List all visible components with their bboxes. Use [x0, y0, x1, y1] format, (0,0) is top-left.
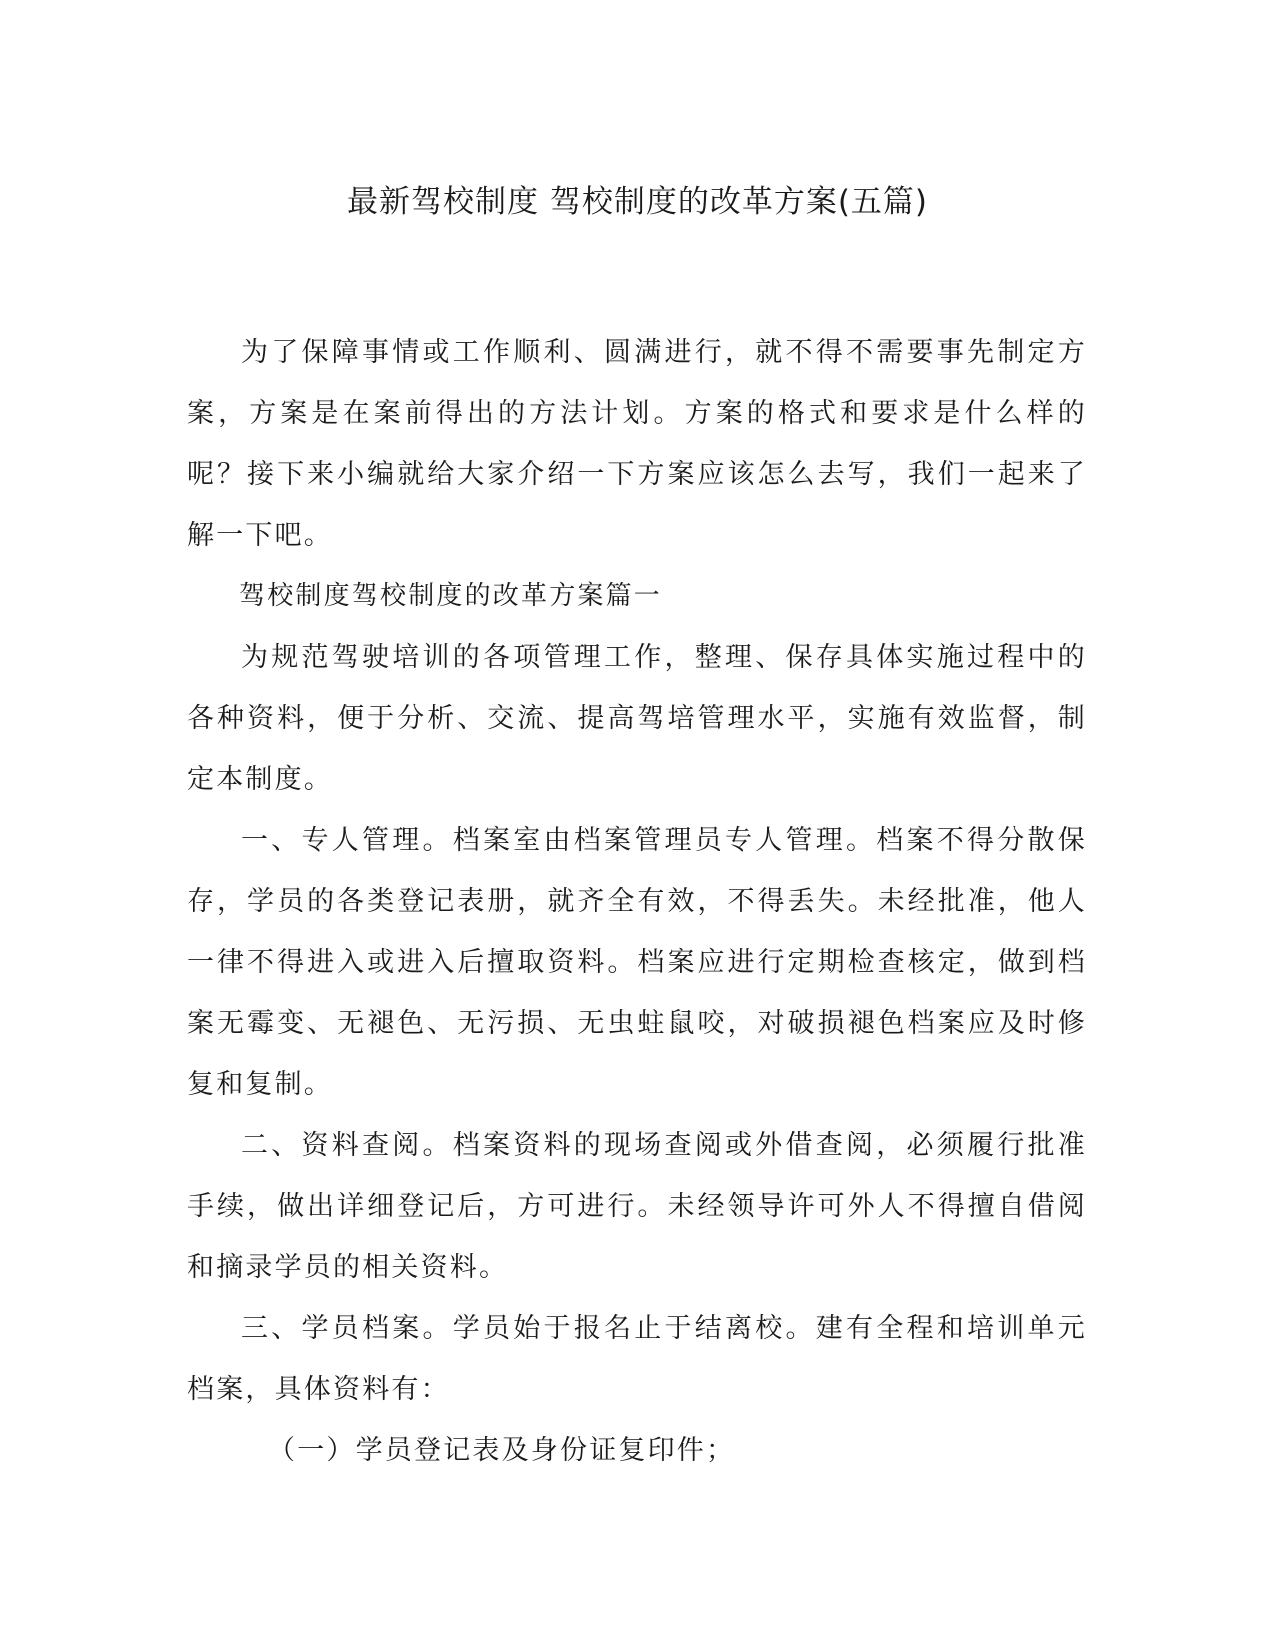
document-body: [187, 322, 1087, 1481]
intro-paragraph: 为了保障事情或工作顺利、圆满进行，就不得不需要事先制定方案，方案是在案前得出的方法计划。方案的格式和要求是什么样的呢？接下来小编就给大家介绍一下方案应该怎么去写，我们一起来了解一下吧。: [187, 337, 1087, 551]
section-heading: 驾校制度驾校制度的改革方案篇一: [239, 581, 663, 611]
body-paragraph: 二、资料查阅。档案资料的现场查阅或外借查阅，必须履行批准手续，做出详细登记后，方可进行。未经领导许可外人不得擅自借阅和摘录学员的相关资料。: [187, 1130, 1087, 1283]
body-paragraph: 为规范驾驶培训的各项管理工作，整理、保存具体实施过程中的各种资料，便于分析、交流、提高驾培管理水平，实施有效监督，制定本制度。: [187, 642, 1087, 795]
list-item: （一）学员登记表及身份证复印件；: [268, 1435, 736, 1466]
body-paragraph: 一、专人管理。档案室由档案管理员专人管理。档案不得分散保存，学员的各类登记表册，就齐全有效，不得丢失。未经批准，他人一律不得进入或进入后擅取资料。档案应进行定期检查核定，做到档案无霉变、无褪色、无污损、无虫蛀鼠咬，对破损褪色档案应及时修复和复制。: [187, 825, 1087, 1100]
body-paragraph: 三、学员档案。学员始于报名止于结离校。建有全程和培训单元档案，具体资料有：: [187, 1313, 1087, 1405]
document-title: 最新驾校制度 驾校制度的改革方案(五篇): [346, 184, 929, 220]
